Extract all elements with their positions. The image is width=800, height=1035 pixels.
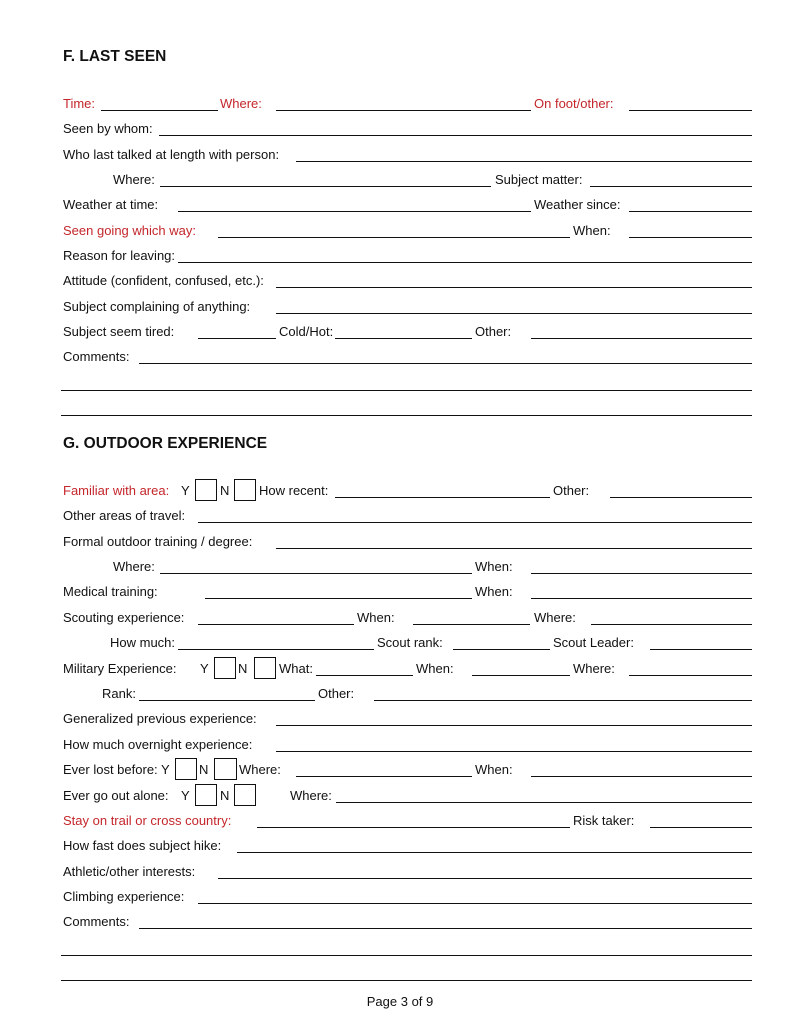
risk-taker-label: Risk taker: <box>573 813 635 828</box>
familiar-n-label: N <box>220 483 230 498</box>
generalized-label: Generalized previous experience: <box>63 711 257 726</box>
military-y-label: Y <box>200 661 209 676</box>
ever-lost-where-field[interactable] <box>296 776 472 777</box>
rank-label: Rank: <box>102 686 136 701</box>
rank-other-field[interactable] <box>374 700 752 701</box>
military-what-label: What: <box>279 661 313 676</box>
tired-other-label: Other: <box>475 324 512 339</box>
complaining-label: Subject complaining of anything: <box>63 299 251 314</box>
go-alone-where-field[interactable] <box>336 802 752 803</box>
medical-when-label: When: <box>475 584 513 599</box>
scouting-when-field[interactable] <box>413 624 530 625</box>
ever-lost-label: Ever lost before: Y <box>63 762 170 777</box>
scouting-where-label: Where: <box>534 610 576 625</box>
how-recent-label: How recent: <box>259 483 329 498</box>
weather-at-time-field[interactable] <box>178 211 531 212</box>
military-where-field[interactable] <box>629 675 752 676</box>
military-when-field[interactable] <box>472 675 570 676</box>
f-comments-label: Comments: <box>63 349 130 364</box>
climbing-label: Climbing experience: <box>63 889 185 904</box>
tired-label: Subject seem tired: <box>63 324 175 339</box>
ever-lost-where-label: Where: <box>239 762 281 777</box>
scout-leader-field[interactable] <box>650 649 752 650</box>
stay-on-trail-field[interactable] <box>257 827 570 828</box>
military-yes-checkbox[interactable] <box>214 657 236 679</box>
seen-going-field[interactable] <box>218 237 570 238</box>
seen-by-label: Seen by whom: <box>63 121 153 136</box>
how-much-field[interactable] <box>178 649 374 650</box>
weather-since-label: Weather since: <box>534 197 621 212</box>
weather-since-field[interactable] <box>629 211 752 212</box>
f-comments-line-3[interactable] <box>61 415 752 416</box>
on-foot-field[interactable] <box>629 110 752 111</box>
subject-matter-label: Subject matter: <box>495 172 583 187</box>
overnight-field[interactable] <box>276 751 752 752</box>
how-recent-field[interactable] <box>335 497 550 498</box>
military-where-label: Where: <box>573 661 615 676</box>
ever-lost-when-label: When: <box>475 762 513 777</box>
climbing-field[interactable] <box>198 903 752 904</box>
scouting-label: Scouting experience: <box>63 610 185 625</box>
risk-taker-field[interactable] <box>650 827 752 828</box>
stay-on-trail-label: Stay on trail or cross country: <box>63 813 232 828</box>
g-comments-field[interactable] <box>139 928 752 929</box>
familiar-y-label: Y <box>181 483 190 498</box>
training-where-field[interactable] <box>160 573 472 574</box>
seen-by-field[interactable] <box>159 135 752 136</box>
how-much-label: How much: <box>110 635 176 650</box>
where-field[interactable] <box>276 110 531 111</box>
talk-where-label: Where: <box>113 172 155 187</box>
go-alone-no-checkbox[interactable] <box>234 784 256 806</box>
training-where-label: Where: <box>113 559 155 574</box>
military-what-field[interactable] <box>316 675 413 676</box>
training-when-field[interactable] <box>531 573 752 574</box>
familiar-other-field[interactable] <box>610 497 752 498</box>
military-label: Military Experience: <box>63 661 177 676</box>
subject-matter-field[interactable] <box>590 186 752 187</box>
medical-label: Medical training: <box>63 584 158 599</box>
ever-lost-no-checkbox[interactable] <box>214 758 237 780</box>
seen-when-label: When: <box>573 223 611 238</box>
attitude-field[interactable] <box>276 287 752 288</box>
complaining-field[interactable] <box>276 313 752 314</box>
tired-field[interactable] <box>198 338 276 339</box>
training-when-label: When: <box>475 559 513 574</box>
go-alone-label: Ever go out alone: <box>63 788 169 803</box>
time-label: Time: <box>63 96 96 111</box>
formal-training-field[interactable] <box>276 548 752 549</box>
g-comments-line-3[interactable] <box>61 980 752 981</box>
go-alone-yes-checkbox[interactable] <box>195 784 217 806</box>
military-no-checkbox[interactable] <box>254 657 276 679</box>
scout-rank-label: Scout rank: <box>377 635 443 650</box>
f-comments-line-2[interactable] <box>61 390 752 391</box>
attitude-label: Attitude (confident, confused, etc.): <box>63 273 264 288</box>
weather-at-time-label: Weather at time: <box>63 197 159 212</box>
g-comments-line-2[interactable] <box>61 955 752 956</box>
formal-training-label: Formal outdoor training / degree: <box>63 534 253 549</box>
tired-other-field[interactable] <box>531 338 752 339</box>
overnight-label: How much overnight experience: <box>63 737 253 752</box>
medical-field[interactable] <box>205 598 472 599</box>
time-field[interactable] <box>101 110 218 111</box>
go-alone-n-label: N <box>220 788 230 803</box>
page-number: Page 3 of 9 <box>366 994 434 1009</box>
other-areas-field[interactable] <box>198 522 752 523</box>
familiar-yes-checkbox[interactable] <box>195 479 217 501</box>
reason-label: Reason for leaving: <box>63 248 176 263</box>
other-areas-label: Other areas of travel: <box>63 508 186 523</box>
military-n-label: N <box>238 661 248 676</box>
medical-when-field[interactable] <box>531 598 752 599</box>
familiar-no-checkbox[interactable] <box>234 479 256 501</box>
ever-lost-yes-checkbox[interactable] <box>175 758 197 780</box>
familiar-label: Familiar with area: <box>63 483 170 498</box>
reason-field[interactable] <box>178 262 752 263</box>
military-when-label: When: <box>416 661 454 676</box>
seen-going-label: Seen going which way: <box>63 223 196 238</box>
generalized-field[interactable] <box>276 725 752 726</box>
familiar-other-label: Other: <box>553 483 590 498</box>
athletic-label: Athletic/other interests: <box>63 864 196 879</box>
scout-leader-label: Scout Leader: <box>553 635 634 650</box>
seen-when-field[interactable] <box>629 237 752 238</box>
ever-lost-when-field[interactable] <box>531 776 752 777</box>
go-alone-y-label: Y <box>181 788 190 803</box>
last-talked-label: Who last talked at length with person: <box>63 147 280 162</box>
talk-where-field[interactable] <box>160 186 491 187</box>
last-talked-field[interactable] <box>296 161 752 162</box>
scouting-field[interactable] <box>198 624 354 625</box>
athletic-field[interactable] <box>218 878 752 879</box>
scout-rank-field[interactable] <box>453 649 550 650</box>
cold-hot-label: Cold/Hot: <box>279 324 334 339</box>
how-fast-label: How fast does subject hike: <box>63 838 222 853</box>
rank-field[interactable] <box>139 700 315 701</box>
go-alone-where-label: Where: <box>290 788 332 803</box>
rank-other-label: Other: <box>318 686 355 701</box>
scouting-where-field[interactable] <box>591 624 752 625</box>
f-comments-field[interactable] <box>139 363 752 364</box>
cold-hot-field[interactable] <box>335 338 472 339</box>
on-foot-label: On foot/other: <box>534 96 614 111</box>
ever-lost-n-label: N <box>199 762 209 777</box>
where-label: Where: <box>220 96 262 111</box>
how-fast-field[interactable] <box>237 852 752 853</box>
section-f-title: F. LAST SEEN <box>63 48 167 65</box>
g-comments-label: Comments: <box>63 914 130 929</box>
scouting-when-label: When: <box>357 610 395 625</box>
section-g-title: G. OUTDOOR EXPERIENCE <box>63 435 268 452</box>
